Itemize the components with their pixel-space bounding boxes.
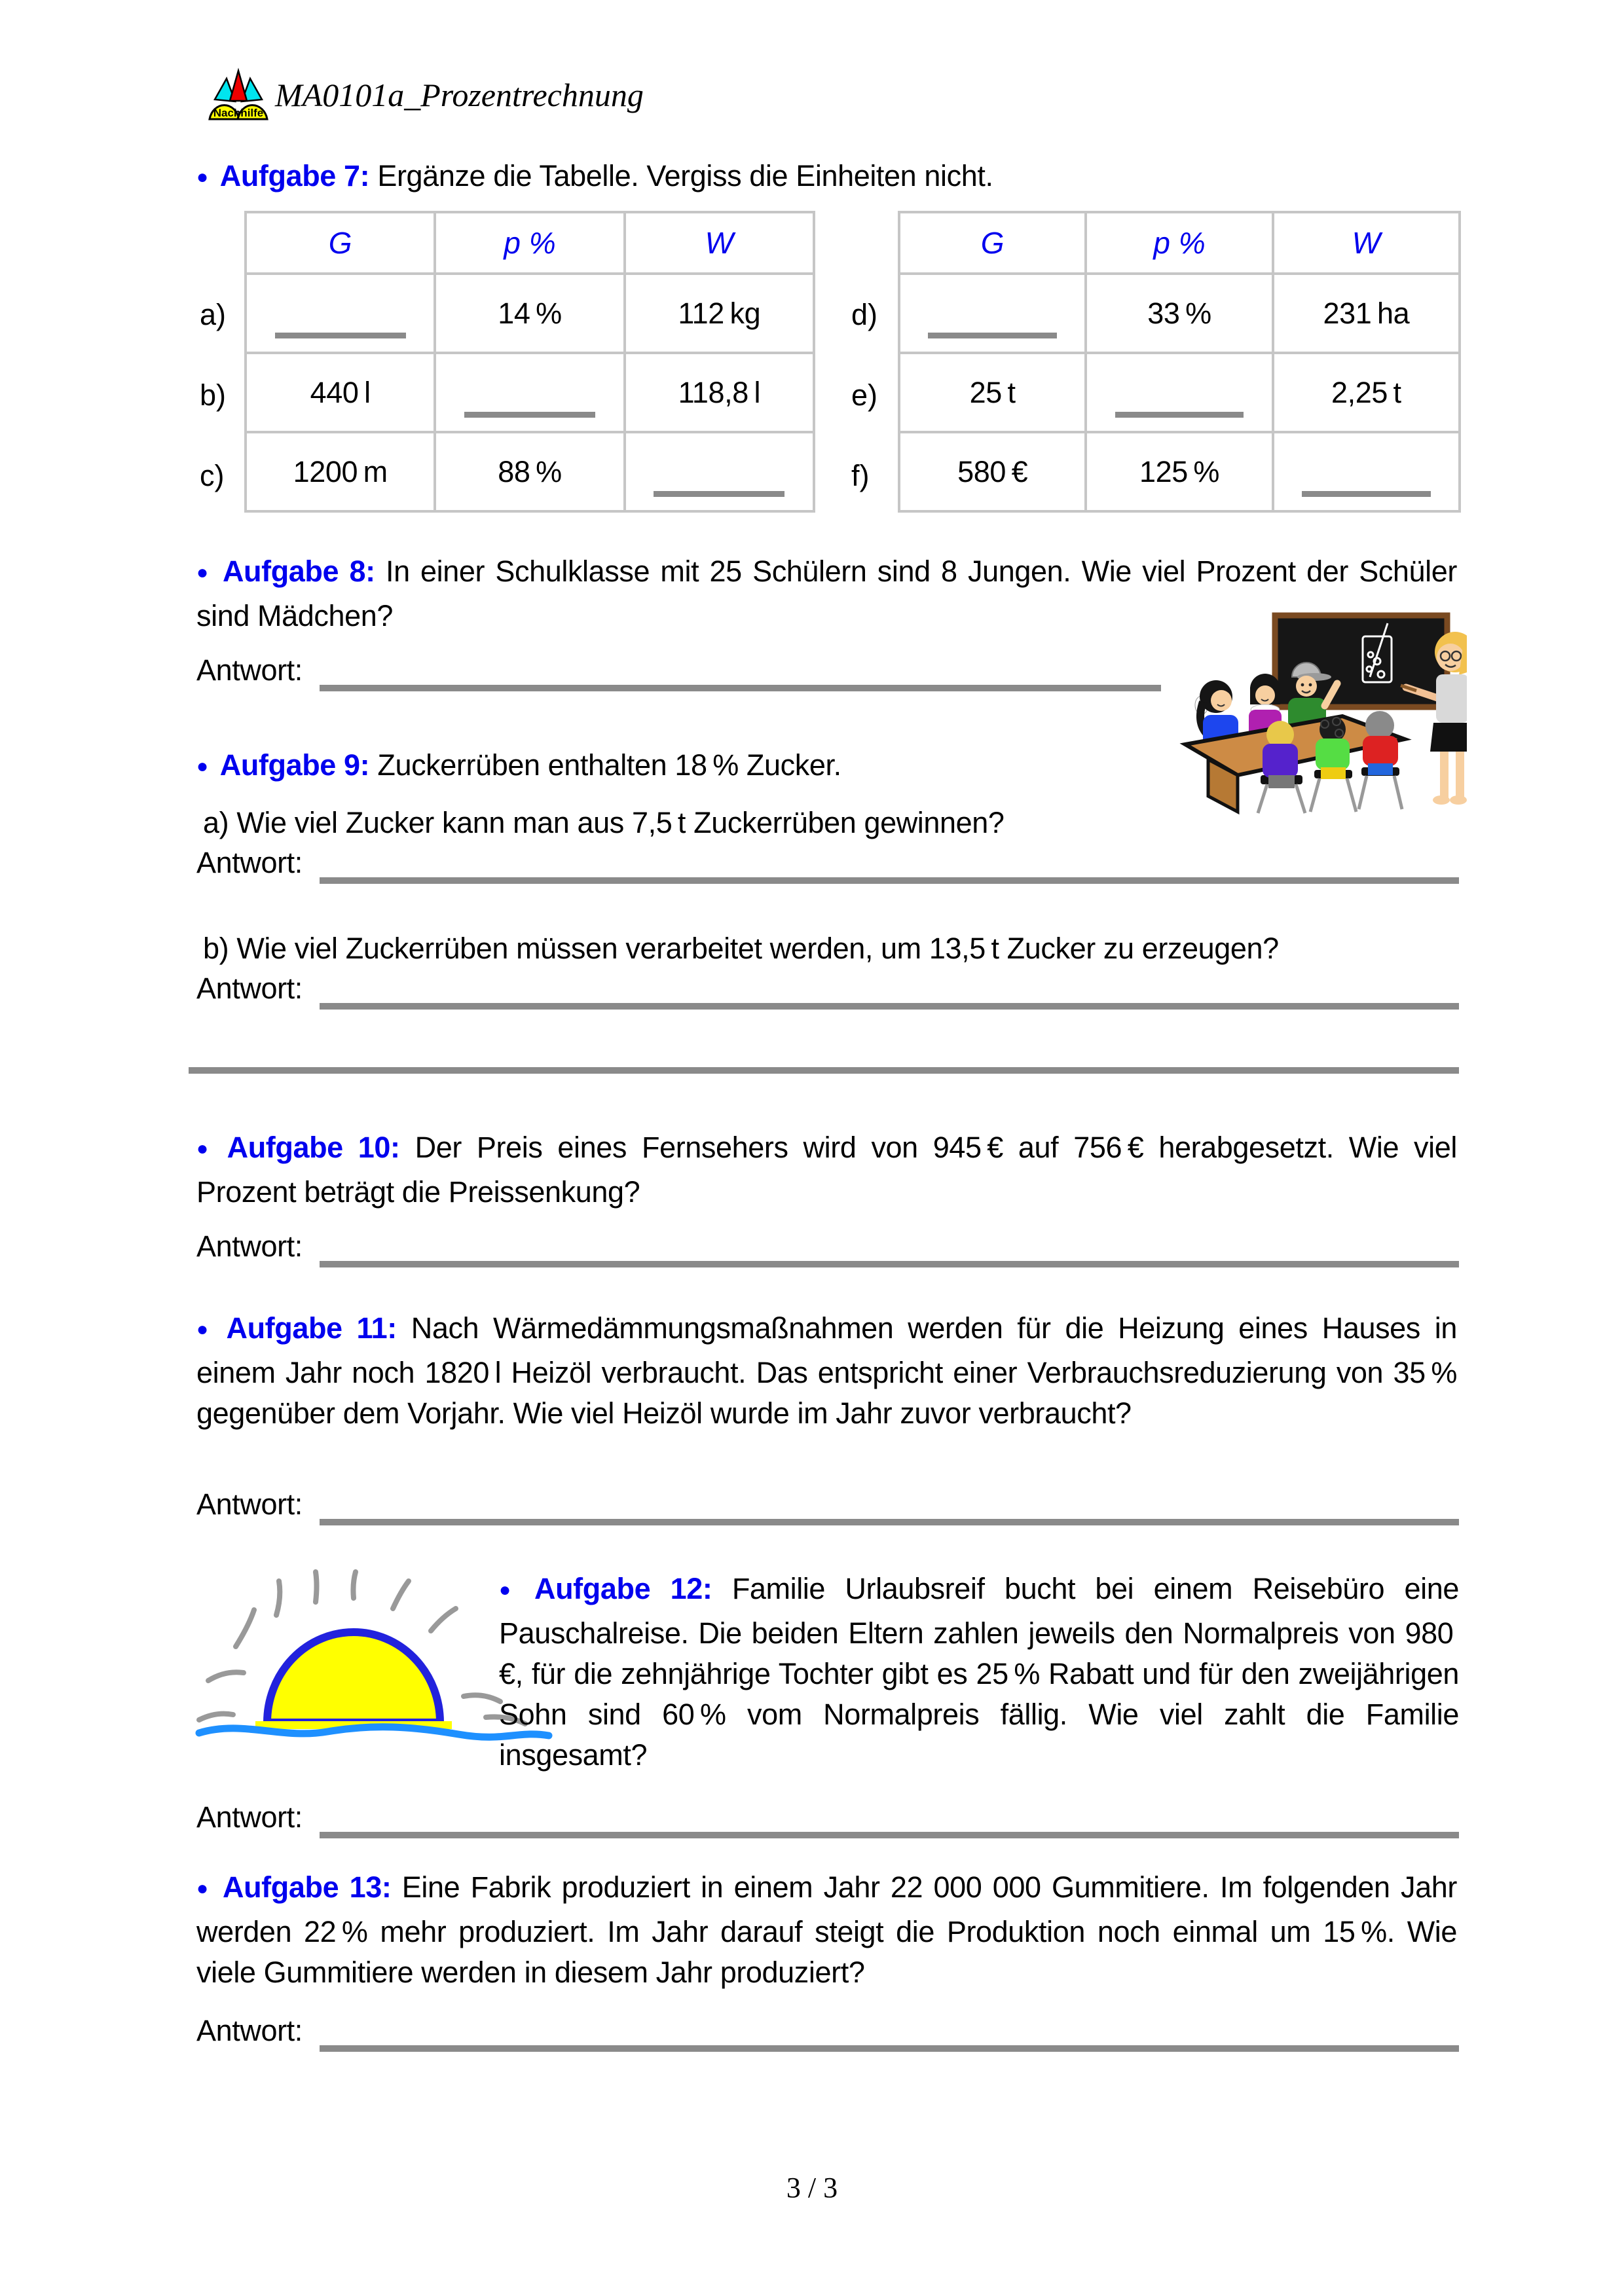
blank-answer-line	[464, 412, 595, 418]
task9-heading	[196, 745, 841, 790]
answer-line	[320, 2045, 1459, 2052]
answer-line	[320, 1261, 1459, 1267]
task11-label: Aufgabe 11:	[226, 1311, 397, 1345]
task7-table-right	[898, 211, 1461, 513]
task10-paragraph	[196, 1127, 1457, 1212]
table-cell-blank	[899, 274, 1086, 353]
table-cell: 2,25 t	[1273, 353, 1460, 432]
table-cell: 14 %	[435, 274, 624, 353]
table-cell: 1200 m	[246, 432, 435, 511]
blank-answer-line	[928, 333, 1057, 338]
col-header-W: W	[1273, 212, 1460, 274]
table-cell: 33 %	[1086, 274, 1272, 353]
svg-text:Nachhilfe: Nachhilfe	[213, 107, 264, 119]
col-header-G: G	[246, 212, 435, 274]
task11-text: Nach Wärmedämmungsmaßnahmen werden für die Heizung eines Hauses in einem Jahr noch 1820 l Heizöl verbraucht. Das entspricht einer Verbrauchsreduzierung von 35 % gegenüber dem Vorjahr. Wie viel Heizöl wurde im Jahr zuvor verbraucht?	[196, 1311, 1457, 1430]
blank-answer-line	[1115, 412, 1244, 418]
task7-label: Aufgabe 7:	[219, 159, 370, 192]
task12-paragraph	[499, 1569, 1459, 1776]
answer-label: Antwort:	[196, 653, 303, 687]
table-cell: 231 ha	[1273, 274, 1460, 353]
answer-label: Antwort:	[196, 972, 303, 1005]
task13-text: Eine Fabrik produziert in einem Jahr 22 000 000 Gummitiere. Im folgenden Jahr werden 22 % mehr produziert. Im Jahr darauf steigt die Produktion noch einmal um 15 %. Wie viele Gummitiere werden in diesem Jahr produziert?	[196, 1870, 1457, 1989]
answer-line	[320, 685, 1161, 691]
answer-line-continuation	[189, 1067, 1459, 1074]
task11-paragraph	[196, 1308, 1457, 1434]
table-header-row	[246, 212, 814, 274]
task12-text: Familie Urlaubsreif bucht bei einem Reisebüro eine Pauschalreise. Die beiden Eltern zahlen jeweils den Normalpreis von 980 €, für die zehnjährige Tochter gibt es 25 % Rabatt und für den zweijährigen Sohn sind 60 % vom Normalpreis fällig. Wie viel zahlt die Familie insgesamt?	[499, 1572, 1459, 1772]
task9b-text: Wie viel Zuckerrüben müssen verarbeitet werden, um 13,5 t Zucker zu erzeugen?	[236, 932, 1279, 965]
row-label-f: f)	[851, 459, 870, 492]
table-row	[899, 274, 1460, 353]
nachhilfe-logo-icon	[207, 67, 270, 124]
task13-label: Aufgabe 13:	[223, 1870, 392, 1904]
row-label-b: b)	[200, 378, 227, 412]
task10-text: Der Preis eines Fernsehers wird von 945 € auf 756 € herabgesetzt. Wie viel Prozent beträgt die Preissenkung?	[196, 1131, 1457, 1209]
table-cell: 88 %	[435, 432, 624, 511]
row-label-a: a)	[200, 298, 227, 331]
row-label-d: d)	[851, 298, 878, 331]
table-cell: 125 %	[1086, 432, 1272, 511]
task9-label: Aufgabe 9:	[219, 748, 370, 782]
task9b-id: b)	[203, 932, 229, 965]
task13-paragraph	[196, 1867, 1457, 1993]
table-cell: 580 €	[899, 432, 1086, 511]
table-row	[899, 432, 1460, 511]
task9a-text: Wie viel Zucker kann man aus 7,5 t Zuckerrüben gewinnen?	[236, 806, 1005, 839]
bullet-icon: ●	[196, 1138, 215, 1159]
water-line	[199, 1727, 549, 1738]
task8-label: Aufgabe 8:	[222, 555, 375, 588]
col-header-W: W	[625, 212, 814, 274]
document-title: MA0101a_Prozentrechnung	[275, 77, 644, 113]
col-header-p: p %	[1086, 212, 1272, 274]
task7-instruction: Ergänze die Tabelle. Vergiss die Einheiten nicht.	[377, 159, 993, 192]
blank-answer-line	[275, 333, 406, 338]
table-row	[246, 274, 814, 353]
table-row	[246, 432, 814, 511]
answer-label: Antwort:	[196, 1800, 303, 1834]
task9a-line	[203, 803, 1005, 843]
answer-line	[320, 1003, 1459, 1010]
row-label-e: e)	[851, 378, 878, 412]
task7-heading	[196, 156, 993, 200]
answer-label: Antwort:	[196, 1230, 303, 1263]
row-label-c: c)	[200, 459, 225, 492]
bullet-icon: ●	[196, 166, 208, 188]
answer-label: Antwort:	[196, 2014, 303, 2047]
table-cell-blank	[1086, 353, 1272, 432]
bullet-icon: ●	[196, 1319, 215, 1340]
table-cell-blank	[625, 432, 814, 511]
table-cell-blank	[1273, 432, 1460, 511]
bullet-icon: ●	[499, 1579, 523, 1601]
answer-line	[320, 1519, 1459, 1525]
bullet-icon: ●	[196, 756, 208, 777]
bullet-icon: ●	[196, 562, 211, 583]
classroom-clipart	[1175, 604, 1467, 816]
table-cell: 112 kg	[625, 274, 814, 353]
task7-table-left	[244, 211, 815, 513]
task10-label: Aufgabe 10:	[227, 1131, 400, 1164]
col-header-p: p %	[435, 212, 624, 274]
task8-text: In einer Schulklasse mit 25 Schülern sind 8 Jungen. Wie viel Prozent der Schüler sind Mädchen?	[196, 555, 1457, 632]
answer-line	[320, 1832, 1459, 1838]
table-cell: 25 t	[899, 353, 1086, 432]
sitting-kids	[1258, 711, 1402, 813]
bullet-icon: ●	[196, 1878, 211, 1899]
answer-label: Antwort:	[196, 1487, 303, 1521]
table-cell: 440 l	[246, 353, 435, 432]
table-row	[899, 353, 1460, 432]
page-number: 3 / 3	[786, 2172, 838, 2204]
blank-answer-line	[1302, 491, 1431, 497]
table-row	[246, 353, 814, 432]
task12-label: Aufgabe 12:	[534, 1572, 712, 1605]
task9b-line	[203, 928, 1279, 969]
table-cell-blank	[435, 353, 624, 432]
table-header-row	[899, 212, 1460, 274]
answer-label: Antwort:	[196, 846, 303, 879]
col-header-G: G	[899, 212, 1086, 274]
table-cell-blank	[246, 274, 435, 353]
sun-dome	[267, 1632, 440, 1722]
task9a-id: a)	[203, 806, 229, 839]
answer-line	[320, 877, 1459, 884]
task9-text: Zuckerrüben enthalten 18 % Zucker.	[377, 748, 841, 782]
table-cell: 118,8 l	[625, 353, 814, 432]
blank-answer-line	[654, 491, 784, 497]
